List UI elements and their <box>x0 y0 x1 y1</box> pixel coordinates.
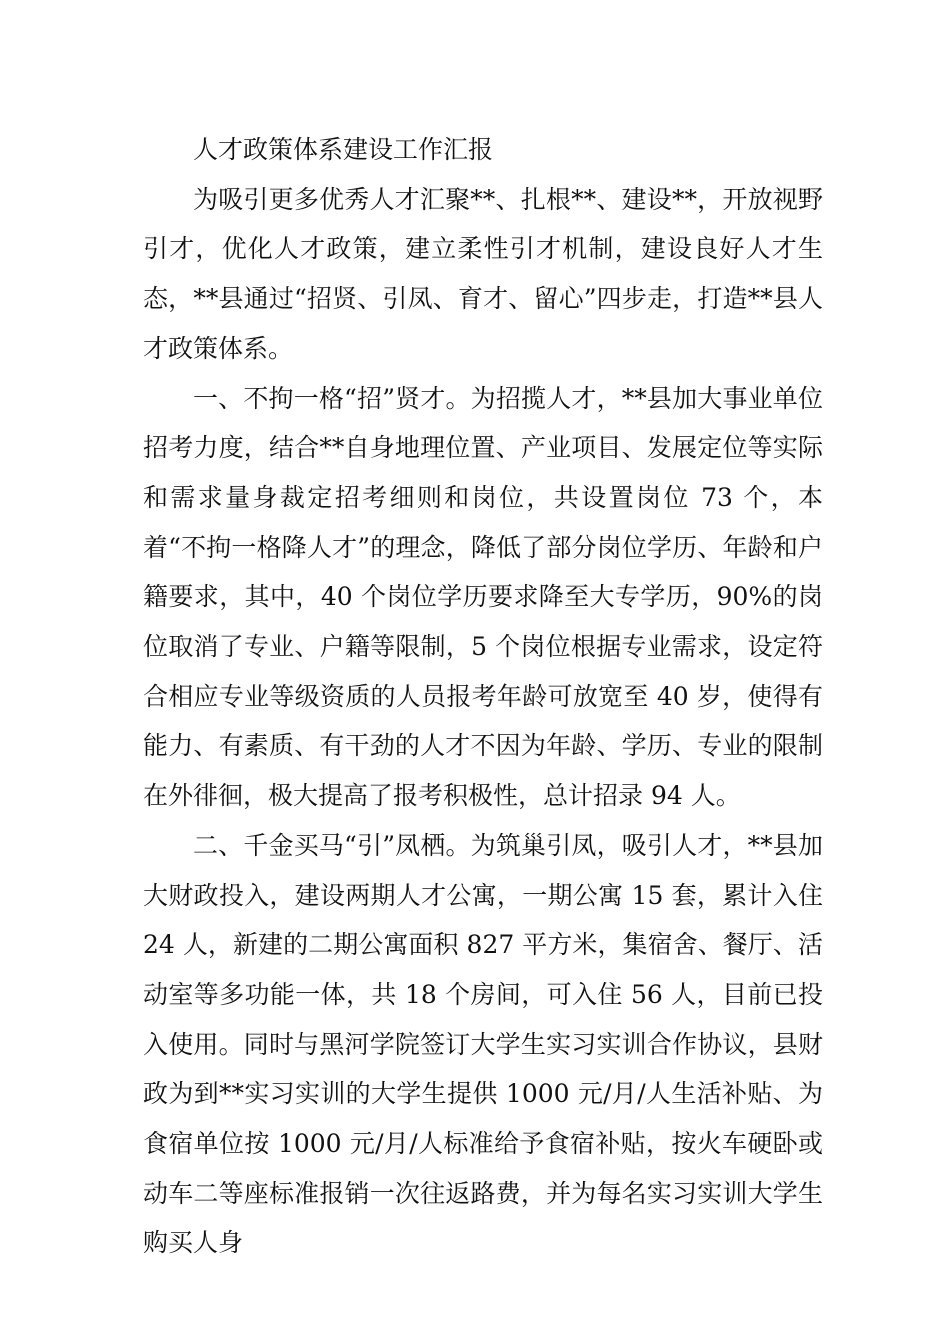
document-body <box>143 125 823 1268</box>
document-title: 人才政策体系建设工作汇报 <box>193 135 494 164</box>
section-two-paragraph: 二、千金买马“引”凤栖。为筑巢引凤，吸引人才，**县加大财政投入，建设两期人才公寓，一期公寓 15 套，累计入住 24 人，新建的二期公寓面积 827 平方米，集宿舍、餐厅、活动室等多功能一体，共 18 个房间，可入住 56 人，目前已投入使用。同时与黑河学院签订大学生实习实训合作协议，县财政为到**实习实训的大学生提供 1000 元/月/人生活补贴、为食宿单位按 1000 元/月/人标准给予食宿补贴，按火车硬卧或动车二等座标准报销一次往返路费，并为每名实习实训大学生购买人身 <box>143 830 823 1258</box>
section-one-paragraph: 一、不拘一格“招”贤才。为招揽人才，**县加大事业单位招考力度，结合**自身地理位置、产业项目、发展定位等实际和需求量身裁定招考细则和岗位，共设置岗位 73 个，本着“不拘一格降人才”的理念，降低了部分岗位学历、年龄和户籍要求，其中，40 个岗位学历要求降至大专学历，90%的岗位取消了专业、户籍等限制，5 个岗位根据专业需求，设定符合相应专业等级资质的人员报考年龄可放宽至 40 岁，使得有能力、有素质、有干劲的人才不因为年龄、学历、专业的限制在外徘徊，极大提高了报考积极性，总计招录 94 人。 <box>143 383 823 811</box>
intro-paragraph: 为吸引更多优秀人才汇聚**、扎根**、建设**，开放视野引才，优化人才政策，建立柔性引才机制，建设良好人才生态，**县通过“招贤、引凤、育才、留心”四步走，打造**县人才政策体系。 <box>143 184 823 363</box>
